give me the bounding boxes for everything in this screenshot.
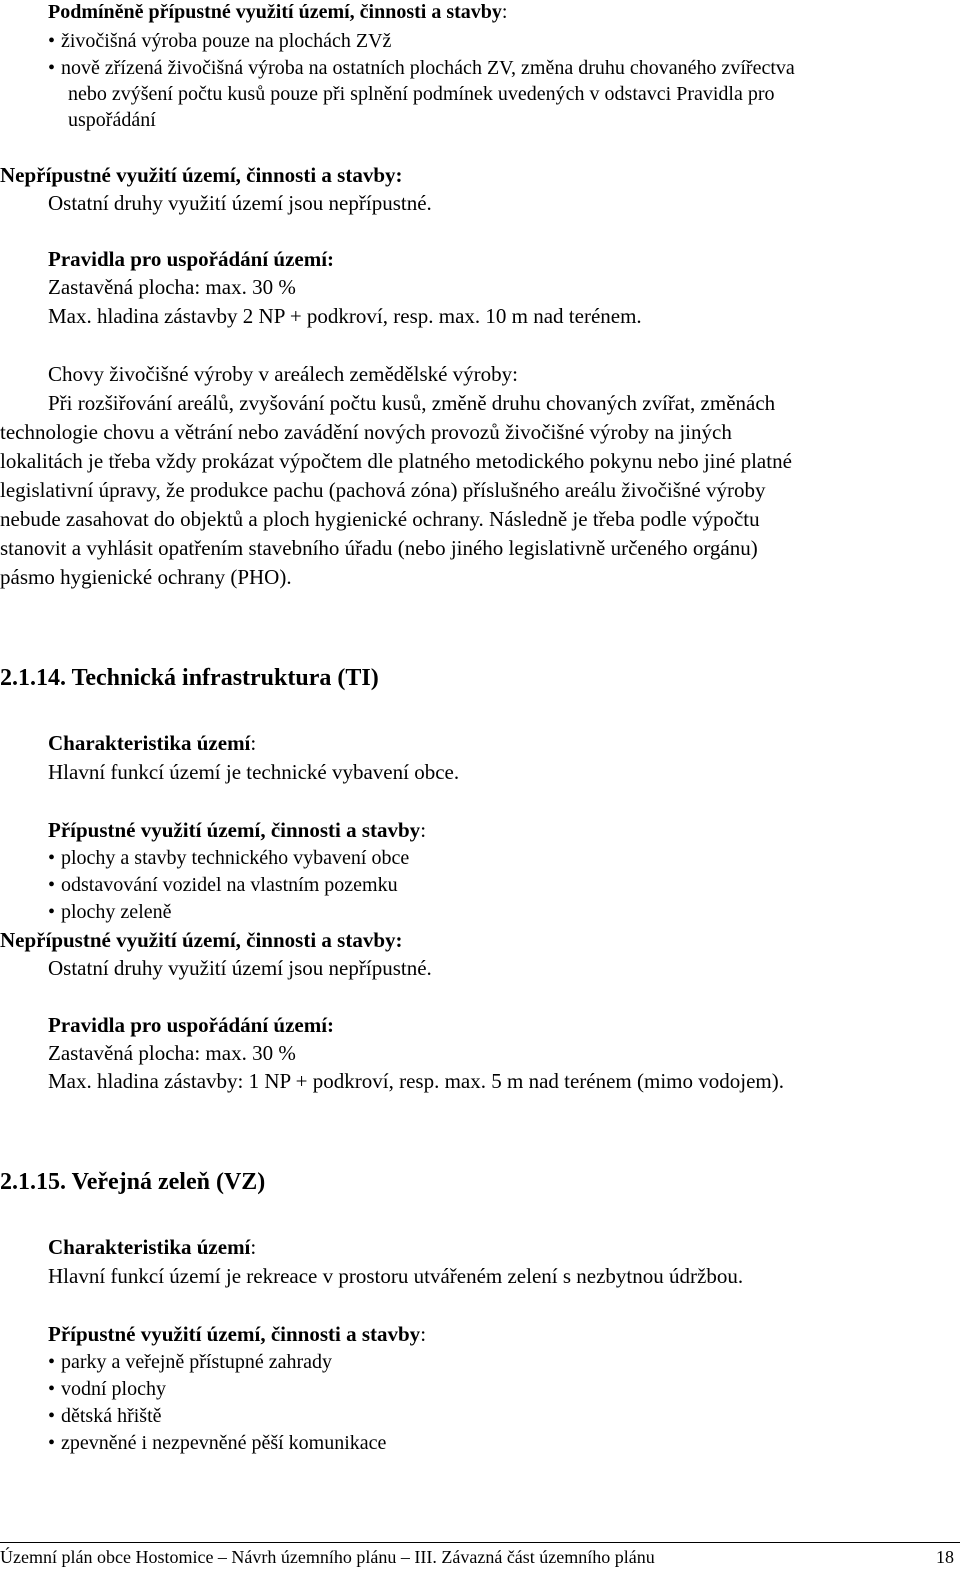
page-number: 18 bbox=[936, 1547, 954, 1567]
ti-allowed-heading bbox=[48, 820, 426, 841]
conditional-heading-colon: : bbox=[501, 1, 508, 23]
list-item-text: odstavování vozidel na vlastním pozemku bbox=[61, 874, 398, 896]
livestock-line: nebude zasahovat do objektů a ploch hygienické ochrany. Následně je třeba podle výpočtu bbox=[0, 507, 760, 531]
ti-char-colon: : bbox=[250, 731, 257, 755]
bullet-icon: • bbox=[48, 874, 56, 896]
bullet-continuation: uspořádání bbox=[68, 109, 156, 131]
list-item bbox=[48, 1406, 162, 1426]
bullet-item bbox=[48, 31, 391, 51]
list-item-text: parky a veřejně přístupné zahrady bbox=[61, 1351, 332, 1373]
ti-char-heading-text: Charakteristika území bbox=[48, 731, 251, 755]
rules-line: Max. hladina zástavby 2 NP + podkroví, resp. max. 10 m nad terénem. bbox=[48, 304, 642, 328]
forbidden-text: Ostatní druhy využití území jsou nepřípustné. bbox=[48, 191, 432, 215]
ti-rules-line: Zastavěná plocha: max. 30 % bbox=[48, 1041, 296, 1065]
ti-allowed-colon: : bbox=[420, 818, 427, 842]
bullet-icon: • bbox=[48, 847, 56, 869]
section-title-ti: 2.1.14. Technická infrastruktura (TI) bbox=[0, 665, 379, 691]
list-item bbox=[48, 1433, 386, 1453]
livestock-line: stanovit a vyhlásit opatřením stavebního úřadu (nebo jiného legislativně určeného orgánu) bbox=[0, 536, 758, 560]
ti-char-text: Hlavní funkcí území je technické vybavení obce. bbox=[48, 760, 460, 784]
list-item-text: dětská hřiště bbox=[61, 1405, 162, 1427]
vz-allowed-heading-text: Přípustné využití území, činnosti a stavby bbox=[48, 1322, 421, 1346]
list-item bbox=[48, 1379, 166, 1399]
vz-char-colon: : bbox=[250, 1235, 257, 1259]
livestock-line: pásmo hygienické ochrany (PHO). bbox=[0, 565, 292, 589]
footer-text: Územní plán obce Hostomice – Návrh územního plánu – III. Závazná část územního plánu bbox=[0, 1547, 655, 1567]
vz-allowed-heading bbox=[48, 1324, 426, 1345]
conditional-heading bbox=[48, 2, 507, 22]
list-item bbox=[48, 875, 398, 895]
conditional-heading-text: Podmíněně přípustné využití území, činnosti a stavby bbox=[48, 1, 502, 23]
ti-rules-line: Max. hladina zástavby: 1 NP + podkroví, resp. max. 5 m nad terénem (mimo vodojem). bbox=[48, 1069, 784, 1093]
list-item bbox=[48, 848, 409, 868]
ti-forbidden-heading: Nepřípustné využití území, činnosti a stavby: bbox=[0, 928, 403, 952]
livestock-line: lokalitách je třeba vždy prokázat výpočtem dle platného metodického pokynu nebo jiné platné bbox=[0, 449, 792, 473]
bullet-text: nově zřízená živočišná výroba na ostatních plochách ZV, změna druhu chovaného zvířectva bbox=[61, 57, 795, 79]
livestock-line: technologie chovu a větrání nebo zavádění nových provozů živočišné výroby na jiných bbox=[0, 420, 732, 444]
livestock-heading: Chovy živočišné výroby v areálech zemědělské výroby: bbox=[48, 362, 519, 386]
bullet-icon: • bbox=[48, 30, 56, 52]
bullet-icon: • bbox=[48, 1378, 56, 1400]
list-item bbox=[48, 1352, 332, 1372]
list-item-text: plochy a stavby technického vybavení obce bbox=[61, 847, 410, 869]
ti-allowed-heading-text: Přípustné využití území, činnosti a stavby bbox=[48, 818, 421, 842]
list-item bbox=[48, 902, 172, 922]
vz-char-heading bbox=[48, 1237, 256, 1258]
list-item-text: vodní plochy bbox=[61, 1378, 166, 1400]
ti-char-heading bbox=[48, 733, 256, 754]
rules-line: Zastavěná plocha: max. 30 % bbox=[48, 275, 296, 299]
vz-char-heading-text: Charakteristika území bbox=[48, 1235, 251, 1259]
bullet-icon: • bbox=[48, 1351, 56, 1373]
livestock-line: legislativní úpravy, že produkce pachu (pachová zóna) příslušného areálu živočišné výroby bbox=[0, 478, 766, 502]
ti-forbidden-text: Ostatní druhy využití území jsou nepřípustné. bbox=[48, 956, 432, 980]
vz-allowed-colon: : bbox=[420, 1322, 427, 1346]
bullet-icon: • bbox=[48, 57, 56, 79]
bullet-icon: • bbox=[48, 1432, 56, 1454]
ti-rules-heading: Pravidla pro uspořádání území: bbox=[48, 1013, 335, 1037]
section-title-vz: 2.1.15. Veřejná zeleň (VZ) bbox=[0, 1169, 266, 1195]
bullet-item bbox=[48, 58, 795, 78]
bullet-icon: • bbox=[48, 1405, 56, 1427]
list-item-text: zpevněné i nezpevněné pěší komunikace bbox=[61, 1432, 387, 1454]
bullet-text: živočišná výroba pouze na plochách ZVž bbox=[61, 30, 392, 52]
livestock-line: Při rozšiřování areálů, zvyšování počtu kusů, změně druhu chovaných zvířat, změnách bbox=[48, 391, 776, 415]
bullet-icon: • bbox=[48, 901, 56, 923]
forbidden-heading: Nepřípustné využití území, činnosti a stavby: bbox=[0, 163, 403, 187]
footer-divider bbox=[0, 1542, 960, 1543]
vz-char-text: Hlavní funkcí území je rekreace v prostoru utvářeném zelení s nezbytnou údržbou. bbox=[48, 1264, 744, 1288]
rules-heading: Pravidla pro uspořádání území: bbox=[48, 247, 335, 271]
list-item-text: plochy zeleně bbox=[61, 901, 172, 923]
bullet-continuation: nebo zvýšení počtu kusů pouze při splnění podmínek uvedených v odstavci Pravidla pro bbox=[68, 83, 775, 105]
